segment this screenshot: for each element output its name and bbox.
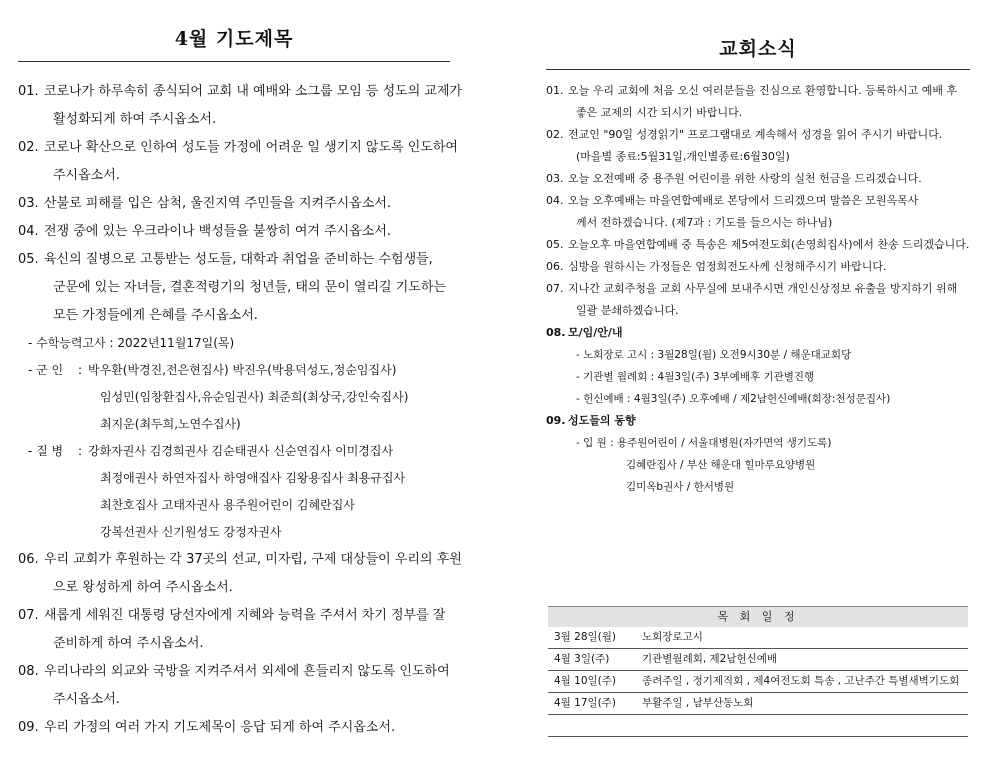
prayer-item xyxy=(18,714,450,742)
item-number: 07. xyxy=(546,282,564,295)
prayer-item xyxy=(18,658,450,714)
news-item xyxy=(546,256,970,278)
pastoral-schedule-table xyxy=(548,606,968,737)
illness-list xyxy=(18,438,450,546)
name-line: 최찬호집사 고태자권사 용주원어린이 김혜란집사 xyxy=(100,498,355,512)
news-item xyxy=(546,80,970,124)
item-text: 코로나 확산으로 인하여 성도들 가정에 어려운 일 생기지 않도록 인도하여 xyxy=(44,140,458,155)
church-news-section xyxy=(546,28,970,498)
item-text: 우리 교회가 후원하는 각 37곳의 선교, 미자립, 구제 대상들이 우리의 후원 xyxy=(44,552,462,567)
meeting-line: - 헌신예배 : 4월3일(주) 오후예배 / 제2남헌신예배(회장:천성문집사) xyxy=(576,393,891,405)
item-number: 03. xyxy=(546,172,564,185)
item-text: 새롭게 세워진 대통령 당선자에게 지혜와 능력을 주셔서 차기 정부를 잘 xyxy=(44,608,446,623)
table-row xyxy=(548,671,968,693)
schedule-date: 4월 10일(주) xyxy=(554,675,617,687)
schedule-date: 3월 28일(월) xyxy=(554,631,617,643)
news-title: 교회소식 xyxy=(546,28,970,70)
table-row xyxy=(548,649,968,671)
item-number: 01. xyxy=(546,84,564,97)
item-text: 오늘오후 마을연합예배 중 특송은 제5여전도회(손영희집사)에서 찬송 드리겠습니다. xyxy=(568,238,970,251)
item-text: 전교인 "90일 성경읽기" 프로그램대로 계속해서 성경을 읽어 주시기 바랍니다. xyxy=(568,128,943,141)
item-text: 우리 가정의 여러 가지 기도제목이 응답 되게 하여 주시옵소서. xyxy=(44,720,396,735)
news-item xyxy=(546,234,970,256)
schedule-desc: 기관별월례회, 제2남헌신예배 xyxy=(642,653,778,665)
item-text: 산불로 피해를 입은 삼척, 울진지역 주민들을 지켜주시옵소서. xyxy=(44,196,392,211)
schedule-title: 목 회 일 정 xyxy=(548,606,968,627)
item-number: 09. xyxy=(546,414,566,427)
item-text: 육신의 질병으로 고통받는 성도들, 대학과 취업을 준비하는 수험생들, xyxy=(44,252,433,267)
prayer-title: 4월 기도제목 xyxy=(18,18,450,62)
military-list xyxy=(18,357,450,438)
item-text: 오늘 오전예배 중 용주원 어린이를 위한 사랑의 실천 헌금을 드리겠습니다. xyxy=(568,172,922,185)
item-text: 코로나가 하루속히 종식되어 교회 내 예배와 소그룹 모임 등 성도의 교제가 xyxy=(44,84,463,99)
item-number: 08. xyxy=(18,664,39,679)
exam-date: - 수학능력고사 : 2022년11월17일(목) xyxy=(28,336,235,350)
name-line: 최지운(최두희,노연수집사) xyxy=(100,417,241,431)
label-colon: : xyxy=(78,444,83,458)
item-number: 06. xyxy=(546,260,564,273)
item-text: 주시옵소서. xyxy=(53,168,120,183)
item-text: 좋은 교제의 시간 되시기 바랍니다. xyxy=(576,106,743,119)
schedule-desc: 노회장로고시 xyxy=(642,631,703,643)
item-text: 으로 왕성하게 하여 주시옵소서. xyxy=(53,580,233,595)
item-number: 01. xyxy=(18,84,39,99)
name-line: 임성민(임창환집사,유순임권사) 최준희(최상국,강인숙집사) xyxy=(100,390,409,404)
schedule-date: 4월 17일(주) xyxy=(554,697,617,709)
prayer-item xyxy=(18,218,450,246)
item-text: 지나간 교회주청을 교회 사무실에 보내주시면 개인신상정보 유출을 방지하기 위해 xyxy=(568,282,958,295)
item-number: 04. xyxy=(546,194,564,207)
item-text: 전쟁 중에 있는 우크라이나 백성들을 불쌍히 여겨 주시옵소서. xyxy=(44,224,392,239)
schedule-date: 4월 3일(주) xyxy=(554,653,610,665)
item-number: 08. xyxy=(546,326,566,339)
item-number: 02. xyxy=(546,128,564,141)
item-number: 06. xyxy=(18,552,39,567)
meeting-line: - 기관별 월례회 : 4월3일(주) 3부예배후 기관별진행 xyxy=(576,371,815,383)
prayer-item xyxy=(18,546,462,602)
meeting-line: - 노회장로 고시 : 3월28일(월) 오전9시30분 / 해운대교회당 xyxy=(576,349,852,361)
item-text: 모든 가정들에게 은혜를 주시옵소서. xyxy=(53,308,258,323)
item-text: 일괄 분쇄하겠습니다. xyxy=(576,304,679,317)
prayer-item xyxy=(18,246,450,330)
name-line: 박우환(박경진,전은현집사) 박진우(박용덕성도,정순임집사) xyxy=(88,363,397,377)
item-number: 09. xyxy=(18,720,39,735)
military-label: - 군 인 xyxy=(28,363,64,377)
item-text: (마을별 종료:5월31일,개인별종료:6월30일) xyxy=(576,150,790,163)
news-item xyxy=(546,278,970,322)
news-item xyxy=(546,124,970,168)
hospital-line: 김혜란집사 / 부산 해운대 힐마루요양병원 xyxy=(626,459,816,471)
item-text: 께서 전하겠습니다. (제7과 : 기도를 들으시는 하나님) xyxy=(576,216,833,229)
item-text: 오늘 우리 교회에 처음 오신 여러분들을 진심으로 환영합니다. 등록하시고 예배 후 xyxy=(568,84,958,97)
item-number: 04. xyxy=(18,224,39,239)
prayer-item xyxy=(18,602,450,658)
name-line: 강복선권사 신기원성도 강정자권사 xyxy=(100,525,282,539)
prayer-item xyxy=(18,134,458,190)
table-row xyxy=(548,693,968,715)
schedule-desc: 부활주일 , 남부산동노회 xyxy=(642,697,754,709)
meeting-heading: 모/임/안/내 xyxy=(568,326,623,339)
item-text: 우리나라의 외교와 국방을 지켜주셔서 외세에 흔들리지 않도록 인도하여 xyxy=(44,664,450,679)
item-text: 군문에 있는 자녀들, 결혼적령기의 청년들, 태의 문이 열리길 기도하는 xyxy=(53,280,446,295)
prayer-item xyxy=(18,190,450,218)
item-text: 주시옵소서. xyxy=(53,692,120,707)
empty-row xyxy=(548,715,968,737)
name-line: 최정애권사 하연자집사 하영애집사 김왕용집사 최용규집사 xyxy=(100,471,406,485)
label-colon: : xyxy=(78,363,83,377)
member-news-heading: 성도들의 동향 xyxy=(568,414,636,427)
prayer-item xyxy=(18,78,463,134)
hospital-line: - 입 원 : 용주원어린이 / 서울대병원(자가면역 생기도록) xyxy=(576,437,832,449)
hospital-line: 김미옥b권사 / 한서병원 xyxy=(626,481,735,493)
item-number: 07. xyxy=(18,608,39,623)
item-text: 심방을 원하시는 가정들은 엄정희전도사께 신청해주시기 바랍니다. xyxy=(568,260,887,273)
prayer-section xyxy=(18,18,463,742)
item-text: 오늘 오후예배는 마을연합예배로 본당에서 드리겠으며 말씀은 모원옥목사 xyxy=(568,194,919,207)
news-item xyxy=(546,190,970,234)
illness-label: - 질 병 xyxy=(28,444,64,458)
member-news xyxy=(546,410,970,432)
item-number: 03. xyxy=(18,196,39,211)
meeting-notice xyxy=(546,322,970,344)
table-row xyxy=(548,627,968,649)
news-item xyxy=(546,168,970,190)
name-line: 강화자권사 김경희권사 김순태권사 신순연집사 이미경집사 xyxy=(88,444,394,458)
item-text: 준비하게 하여 주시옵소서. xyxy=(53,636,204,651)
item-text: 활성화되게 하여 주시옵소서. xyxy=(53,112,217,127)
item-number: 02. xyxy=(18,140,39,155)
schedule-desc: 종려주일 , 정기제직회 , 제4여전도회 특송 , 고난주간 특별새벽기도회 xyxy=(642,675,960,687)
item-number: 05. xyxy=(18,252,39,267)
item-number: 05. xyxy=(546,238,564,251)
